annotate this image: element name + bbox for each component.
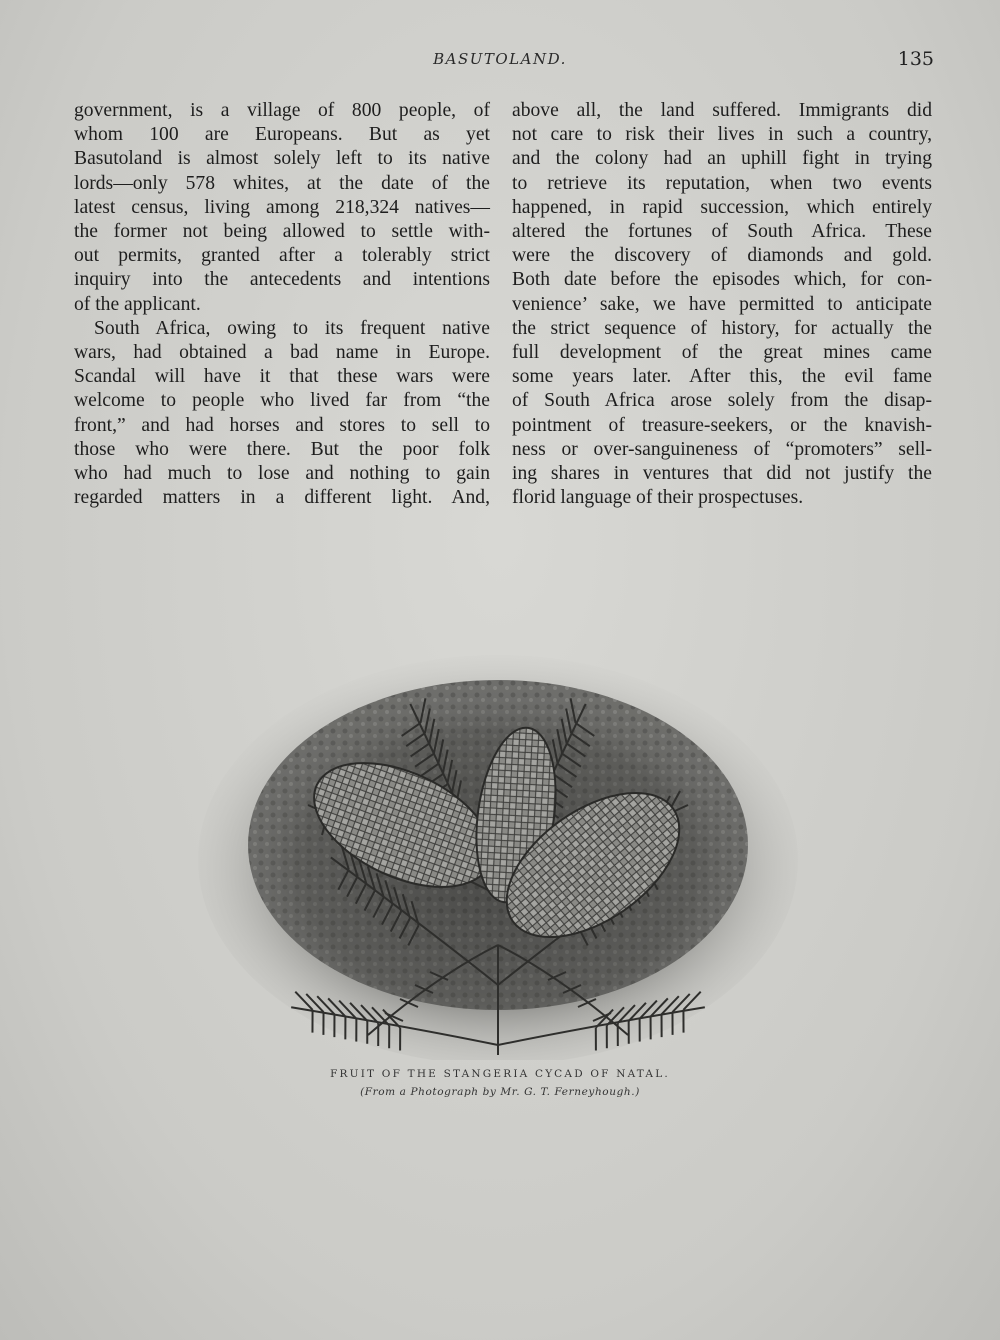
text-line: wars, had obtained a bad name in Europe.	[74, 342, 490, 364]
text-line: out permits, granted after a tolerably strict	[74, 245, 490, 267]
text-line: inquiry into the antecedents and intentions	[74, 269, 490, 291]
page-number: 135	[897, 48, 934, 70]
paragraph-3	[512, 99, 932, 510]
figure-credit: (From a Photograph by Mr. G. T. Ferneyhough.)	[360, 1086, 640, 1098]
cycad-photograph	[198, 655, 798, 1060]
text-line: the former not being allowed to settle with-	[74, 221, 490, 243]
left-text-column	[74, 99, 490, 510]
text-line: Both date before the episodes which, for con-	[512, 269, 932, 291]
text-line: welcome to people who lived far from “the	[74, 390, 490, 412]
text-line: of South Africa arose solely from the disap-	[512, 390, 932, 412]
text-line: lords—only 578 whites, at the date of the	[74, 172, 490, 194]
text-line: South Africa, owing to its frequent native	[94, 317, 490, 339]
text-line: whom 100 are Europeans. But as yet	[74, 124, 490, 146]
text-line: ness or over-sanguineness of “promoters” sell-	[512, 438, 932, 460]
text-line: venience’ sake, we have permitted to anticipate	[512, 293, 932, 315]
text-line: altered the fortunes of South Africa. These	[512, 221, 932, 243]
text-line: florid language of their prospectuses.	[512, 487, 804, 509]
text-line: not care to risk their lives in such a country,	[512, 124, 932, 146]
text-line: Basutoland is almost solely left to its native	[74, 148, 490, 170]
text-line: front,” and had horses and stores to sell to	[74, 414, 490, 436]
right-text-column	[512, 99, 932, 510]
running-header-title: BASUTOLAND.	[433, 50, 567, 68]
text-line: of the applicant.	[74, 293, 201, 315]
text-line: to retrieve its reputation, when two events	[512, 172, 932, 194]
text-line: the strict sequence of history, for actually the	[512, 317, 932, 339]
text-line: happened, in rapid succession, which entirely	[512, 196, 932, 218]
text-line: ing shares in ventures that did not justify the	[512, 463, 932, 485]
text-line: full development of the great mines came	[512, 342, 932, 364]
text-line: pointment of treasure-seekers, or the knavish-	[512, 414, 932, 436]
text-line: latest census, living among 218,324 natives—	[74, 196, 490, 218]
text-line: who had much to lose and nothing to gain	[74, 463, 490, 485]
paragraph-1	[74, 99, 490, 317]
text-line: Scandal will have it that these wars were	[74, 366, 490, 388]
text-line: those who were there. But the poor folk	[74, 438, 490, 460]
text-line: government, is a village of 800 people, of	[74, 100, 490, 121]
text-line: regarded matters in a different light. And,	[74, 487, 490, 509]
figure-caption: FRUIT OF THE STANGERIA CYCAD OF NATAL.	[330, 1068, 670, 1080]
text-line: were the discovery of diamonds and gold.	[512, 245, 932, 267]
text-line: some years later. After this, the evil fame	[512, 366, 932, 388]
text-line: and the colony had an uphill fight in trying	[512, 148, 932, 170]
text-line: above all, the land suffered. Immigrants did	[512, 100, 932, 121]
paragraph-2	[74, 317, 490, 511]
